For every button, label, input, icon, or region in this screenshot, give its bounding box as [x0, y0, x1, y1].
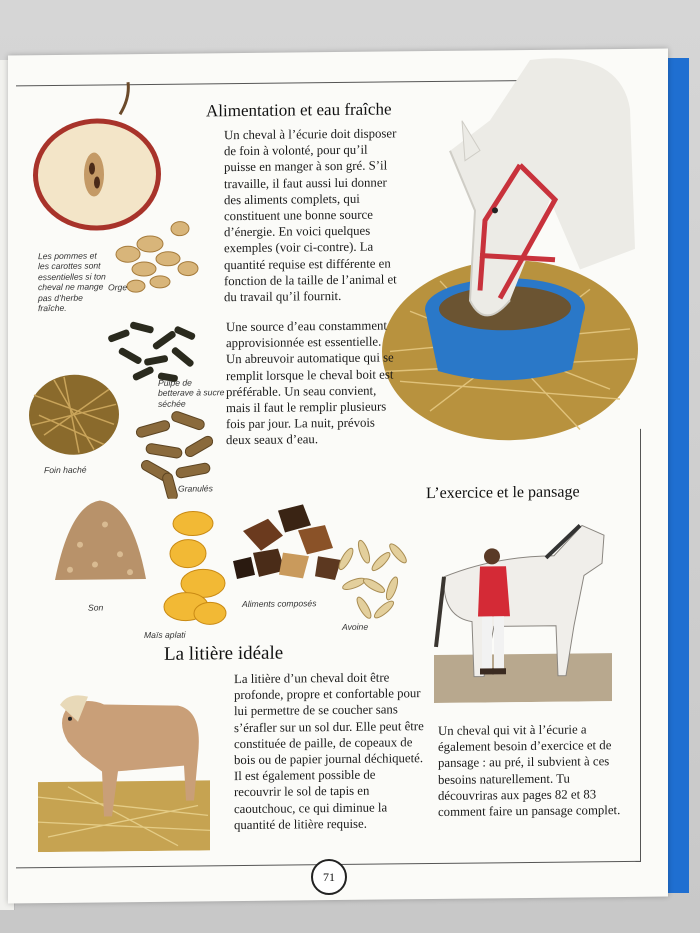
horse-eating-image	[380, 49, 642, 444]
apple-image	[30, 76, 165, 237]
caption-mais: Maïs aplati	[144, 629, 186, 641]
book-page	[8, 49, 668, 904]
caption-foin: Foin haché	[44, 464, 87, 476]
flaked-maize-image	[158, 508, 233, 631]
exercice-paragraph: Un cheval qui vit à l’écurie a également besoin d’exercice et de pansage : au pré, il subvient à ces besoins naturellement. Tu découvriras aux pages 82 et 83 comment faire un pansage complet.	[438, 722, 621, 819]
alimentation-title: Alimentation et eau fraîche	[206, 99, 392, 121]
oats-image	[326, 533, 416, 624]
chopped-hay-image	[24, 364, 124, 460]
litiere-paragraph: La litière d’un cheval doit être profonde, propre et confortable pour lui permettre de se coucher sans s’érafler sur un sol dur. Elle peut être constituée de paille, de copeaux de bois ou de papier journal déchiqueté. Il est également possible de recouvrir le sol de tapis en caoutchouc, ce qui diminue la quantité de litière requise.	[234, 670, 424, 832]
caption-pulpe: Pulpe de betterave à sucre séchée	[158, 377, 225, 409]
alimentation-paragraph-1: Un cheval à l’écurie doit disposer de foin à volonté, pour qu’il puisse en manger à son gré. S’il travaille, il faut aussi lui donner des aliments complets, qui constituent une bonne source d’énergie. En voici quelques exemples (voir ci-contre). La quantité requise est différente en fonction de la taille de l’animal et du travail qu’il fournit.	[224, 126, 397, 305]
litiere-title: La litière idéale	[164, 642, 284, 665]
bran-image	[50, 494, 150, 593]
right-rule	[640, 429, 641, 862]
caption-avoine: Avoine	[342, 621, 369, 632]
caption-granules: Granulés	[178, 483, 213, 494]
alimentation-paragraph-2: Une source d’eau constamment approvisionnée est essentielle. Un abreuvoir automatique qui se remplit lorsque le cheval boit est préférable. Un seau convient, mais il faut le remplir plusieurs fois par jour. La nuit, prévois deux seaux d’eau.	[226, 318, 394, 448]
exercice-title: L’exercice et le pansage	[426, 483, 580, 503]
caption-son: Son	[88, 602, 104, 613]
caption-orge: Orge	[108, 282, 128, 293]
grooming-image	[434, 515, 612, 703]
pony-straw-image	[38, 685, 210, 852]
page-number: 71	[311, 859, 347, 895]
caption-aliments: Aliments composés	[242, 598, 317, 610]
caption-pommes: Les pommes et les carottes sont essentielles si ton cheval ne mange pas d’herbe fraîche.	[38, 250, 106, 314]
